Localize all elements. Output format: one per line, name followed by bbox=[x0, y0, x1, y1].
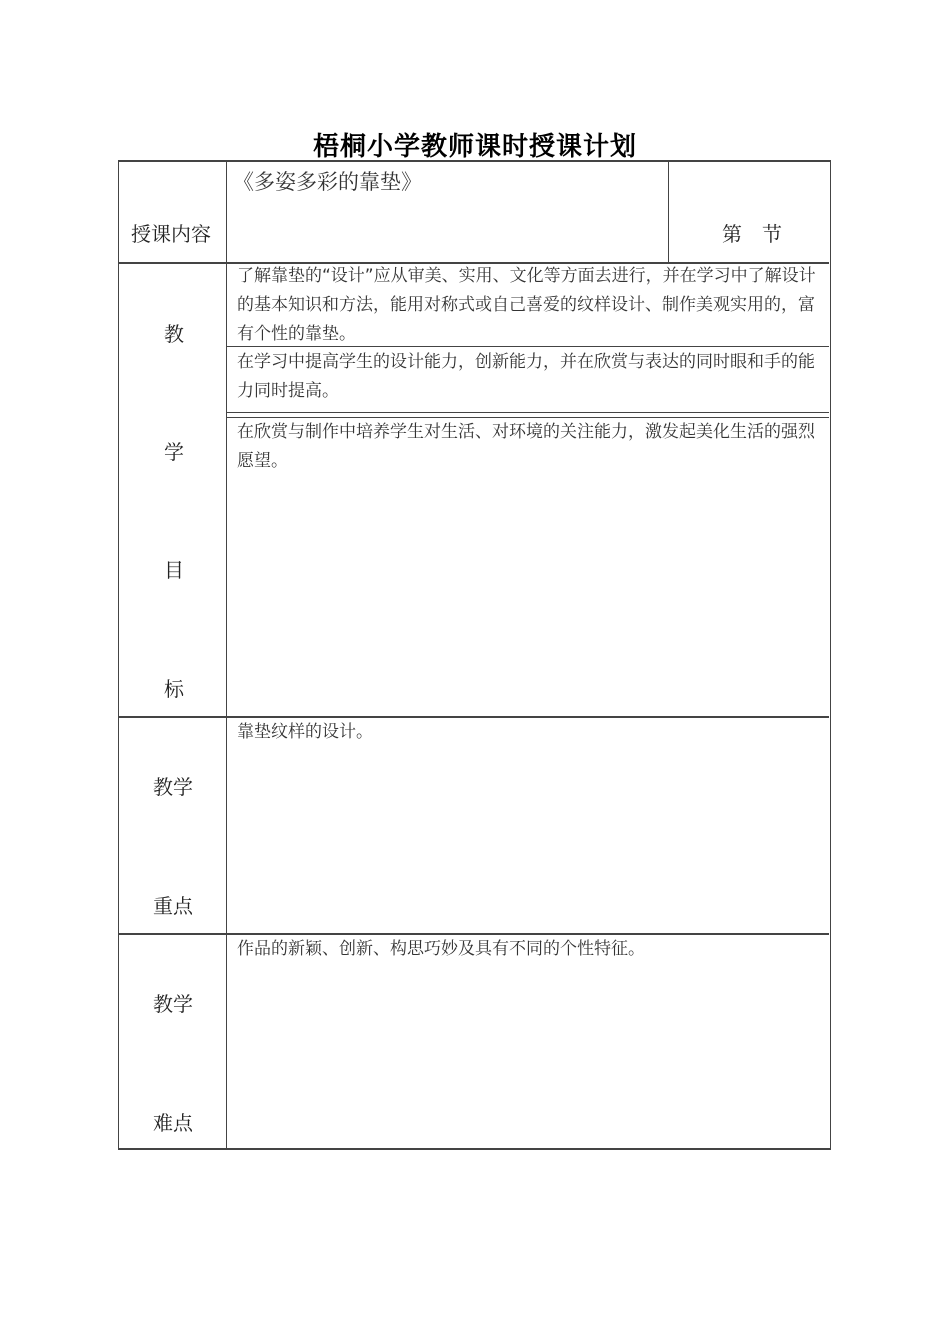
objectives-label-char: 目 bbox=[164, 558, 184, 582]
course-title: 《多姿多彩的靠垫》 bbox=[233, 170, 422, 194]
objectives-label-char: 标 bbox=[164, 677, 184, 701]
table-divider bbox=[226, 412, 829, 413]
key-points-label-top: 教学 bbox=[153, 775, 193, 799]
table-divider bbox=[226, 162, 227, 1150]
key-points-label-bottom: 重点 bbox=[153, 894, 193, 918]
table-divider bbox=[668, 162, 669, 262]
course-content-label: 授课内容 bbox=[131, 222, 211, 246]
objectives-label-char: 教 bbox=[164, 322, 184, 346]
difficulties-label-top: 教学 bbox=[153, 992, 193, 1016]
difficulties-label-bottom: 难点 bbox=[153, 1111, 193, 1135]
section-label: 第 节 bbox=[722, 222, 782, 246]
page-title: 梧桐小学教师课时授课计划 bbox=[312, 132, 637, 162]
objective-item: 在学习中提高学生的设计能力，创新能力，并在欣赏与表达的同时眼和手的能力同时提高。 bbox=[237, 352, 815, 401]
objective-item: 了解靠垫的“设计”应从审美、实用、文化等方面去进行，并在学习中了解设计的基本知识和方法，能用对称式或自己喜爱的纹样设计、制作美观实用的，富有个性的靠垫。 bbox=[237, 266, 816, 344]
key-points-text: 靠垫纹样的设计。 bbox=[237, 722, 373, 742]
difficulties-text: 作品的新颖、创新、构思巧妙及具有不同的个性特征。 bbox=[237, 939, 645, 959]
lesson-plan-table bbox=[118, 160, 831, 1150]
objectives-label-char: 学 bbox=[164, 440, 184, 464]
objective-item: 在欣赏与制作中培养学生对生活、对环境的关注能力，激发起美化生活的强烈愿望。 bbox=[237, 422, 815, 471]
